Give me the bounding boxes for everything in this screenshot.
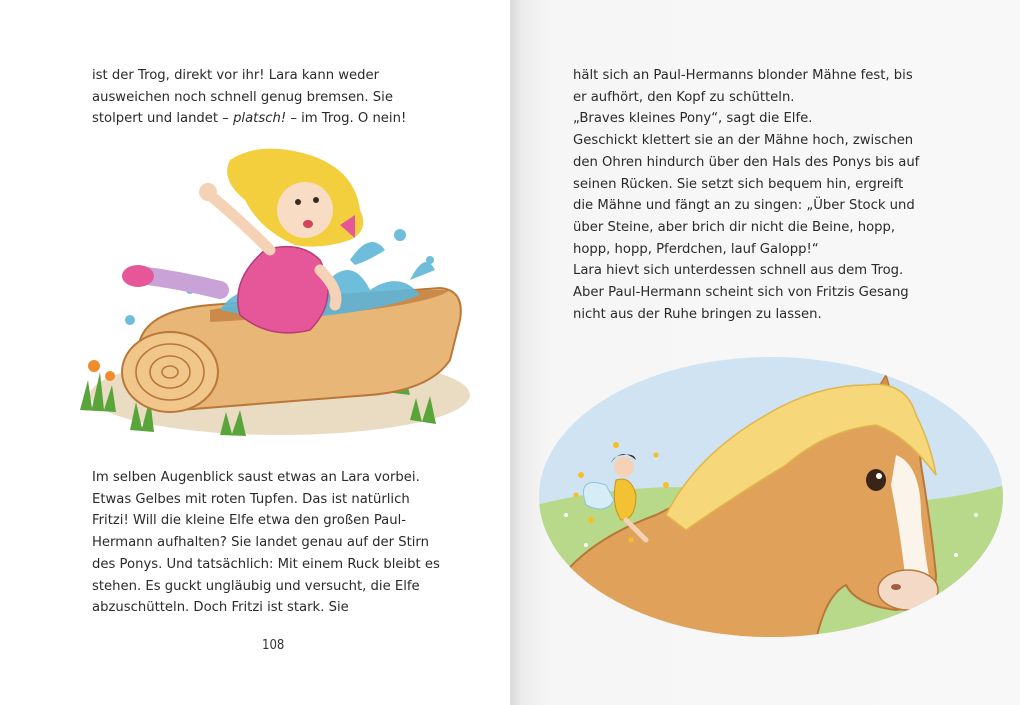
left-paragraph-top-italic: platsch! [233, 111, 287, 127]
right-paragraph-2: „Braves kleines Pony“, sagt die Elfe. [573, 111, 813, 127]
lara-face [277, 182, 333, 238]
pony-muzzle [878, 570, 938, 610]
page-number: 108 [262, 638, 285, 653]
illustration-lara-in-trough [70, 140, 470, 450]
right-paragraph-1: hält sich an Paul-Hermanns blonder Mähne fest, bis er aufhört, den Kopf zu schütteln. [573, 68, 913, 105]
lara-mouth [303, 220, 313, 228]
pony-eye-highlight [876, 473, 882, 479]
lara-eye [313, 197, 319, 203]
pony-eye [866, 469, 886, 491]
orange-flower [88, 360, 100, 372]
lara-dress [238, 247, 328, 333]
lara-eye [295, 199, 301, 205]
right-paragraph-4: Lara hievt sich unterdessen schnell aus dem Trog. Aber Paul-Hermann scheint sich von Fritzis Gesang nicht aus der Ruhe bringen zu lassen. [573, 263, 909, 322]
left-paragraph-top-part1: ist der Trog, direkt vor ihr! Lara kann weder ausweichen noch schnell genug bremsen. Sie stolpert und landet – [92, 68, 393, 127]
left-paragraph-bottom [92, 467, 442, 619]
illustration-pony-fairy [536, 355, 1006, 640]
orange-flower [105, 371, 115, 381]
left-paragraph-top [92, 65, 432, 130]
lara-hand [199, 183, 217, 201]
lara-shoe [122, 265, 154, 287]
left-paragraph-bottom-text: Im selben Augenblick saust etwas an Lara vorbei. Etwas Gelbes mit roten Tupfen. Das ist natürlich Fritzi! Will die kleine Elfe etwa den großen Paul-Hermann aufhalten? Sie landet genau auf der Stirn des Ponys. Und tatsächlich: Mit einem Ruck bleibt es stehen. Es guckt ungläubig und versucht, die Elfe abzuschütteln. Doch Fritzi ist stark. Sie [92, 470, 440, 616]
right-page [510, 0, 1020, 705]
left-paragraph-top-part2: – im Trog. O nein! [286, 111, 407, 127]
right-paragraph-3: Geschickt klettert sie an der Mähne hoch, zwischen den Ohren hindurch über den Hals des Ponys bis auf seinen Rücken. Sie setzt sich bequem hin, ergreift die Mähne und fängt an zu singen: „Über Stock und über Steine, aber brich dir nicht die Beine, hopp, hopp, hopp, Pferdchen, lauf Galopp!“ [573, 133, 920, 257]
fairy-head [614, 457, 634, 477]
pony-nostril [891, 584, 901, 590]
right-text-block [573, 65, 923, 325]
